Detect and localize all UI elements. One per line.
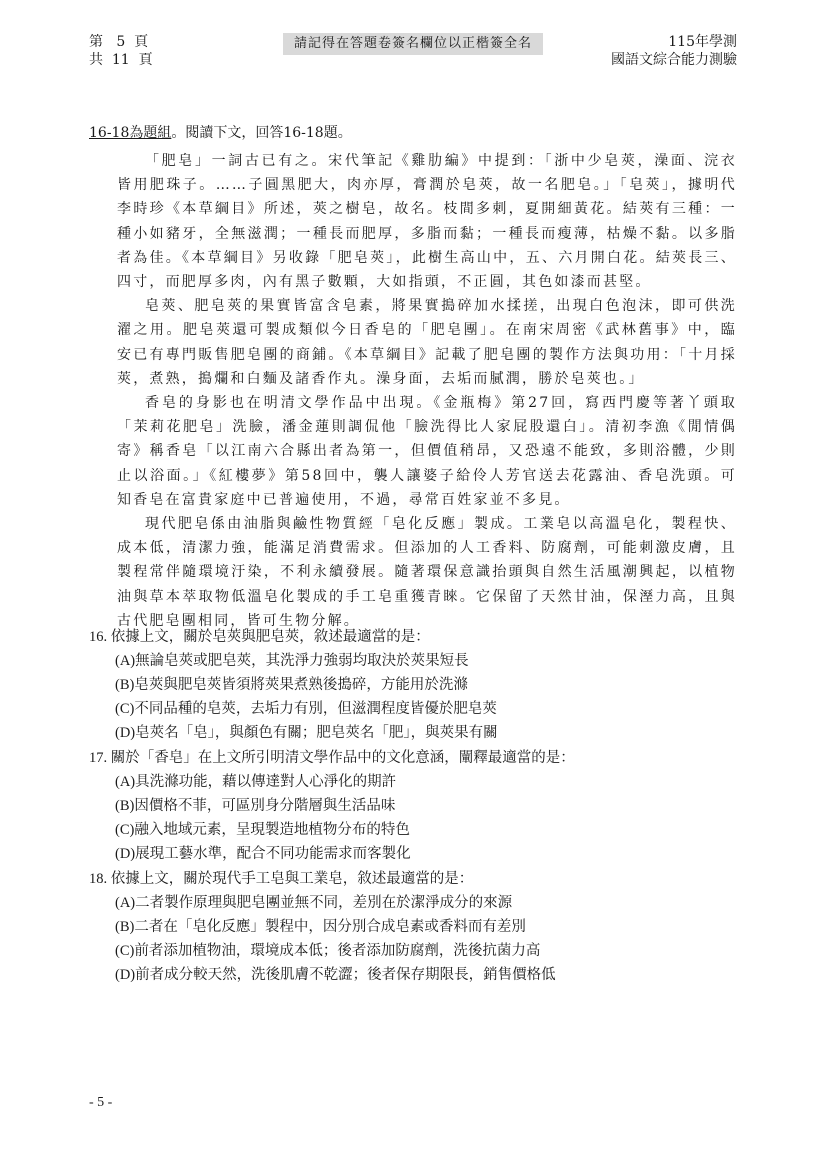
question-16 [89,625,739,745]
question-list [89,625,739,987]
passage-paragraph: 現代肥皂係由油脂與鹼性物質經「皂化反應」製成。工業皂以高溫皂化，製程快、成本低，清潔力強，能滿足消費需求。但添加的人工香料、防腐劑，可能刺激皮膚，且製程常伴隨環境汙染，不利永續發展。隨著環保意識抬頭與自然生活風潮興起，以植物油與草本萃取物低溫皂化製成的手工皂重獲青睞。它保留了天然甘油，保溼力高，且與古代肥皂團相同，皆可生物分解。 [117,516,737,629]
question-group-intro [89,123,352,143]
passage-paragraph: 香皂的身影也在明清文學作品中出現。《金瓶梅》第27回，寫西門慶等著丫頭取「茉莉花肥皂」洗臉，潘金蓮則調侃他「臉洗得比人家屁股還白」。清初李漁《閒情偶寄》稱香皂「以江南六合縣出者為第一，但價值稍昂，又恐遠不能致，多則浴體，少則止以浴面。」《紅樓夢》第58回中，襲人讓婆子給伶人芳官送去花露油、香皂洗頭。可知香皂在富貴家庭中已普遍使用，不過，尋常百姓家並不多見。 [117,395,737,508]
page-footer-number: - 5 - [89,1095,113,1110]
option-a: (A)無論皂莢或肥皂莢，其洗淨力強弱均取決於莢果短長 [115,653,469,669]
option-d: (D)皂莢名「皂」，與顏色有關；肥皂莢名「肥」，與莢果有關 [115,725,498,741]
page-info [89,33,153,69]
option-a: (A)二者製作原理與肥皂團並無不同，差別在於潔淨成分的來源 [115,895,513,911]
question-stem: 16. 依據上文，關於皂莢與肥皂莢，敘述最適當的是： [89,629,430,645]
question-stem: 18. 依據上文，關於現代手工皂與工業皂，敘述最適當的是： [89,871,474,887]
option-b: (B)二者在「皂化反應」製程中，因分別合成皂素或香料而有差別 [115,919,526,935]
total-pages-line: 共 11 頁 [89,52,153,68]
option-c: (C)融入地域元素，呈現製造地植物分布的特色 [115,822,410,838]
passage-paragraph: 「肥皂」一詞古已有之。宋代筆記《雞肋編》中提到：「浙中少皂莢，澡面、浣衣皆用肥珠子。……子圓黑肥大，肉亦厚，膏潤於皂莢，故一名肥皂。」「皂莢」，據明代李時珍《本草綱目》所述，莢之樹皂，故名。枝間多刺，夏開細黃花。結莢有三種：一種小如豬牙，全無滋潤；一種長而肥厚，多脂而黏；一種長而瘦薄，枯燥不黏。以多脂者為佳。《本草綱目》另收錄「肥皂莢」，此樹生高山中，五、六月開白花。結莢長三、四寸，而肥厚多肉，內有黑子數顆，大如指頭，不正圓，其色如漆而甚堅。 [117,153,737,291]
option-a: (A)具洗滌功能，藉以傳達對人心淨化的期許 [115,774,397,790]
passage-paragraph: 皂莢、肥皂莢的果實皆富含皂素，將果實搗碎加水揉搓，出現白色泡沫，即可供洗濯之用。肥皂莢還可製成類似今日香皂的「肥皂團」。在南宋周密《武林舊事》中，臨安已有專門販售肥皂團的商鋪。《本草綱目》記載了肥皂團的製作方法與功用：「十月採莢，煮熟，搗爛和白麵及諸香作丸。澡身面，去垢而膩潤，勝於皂莢也。」 [117,298,737,387]
question-group-label: 16-18為題組 [89,125,172,141]
option-c: (C)不同品種的皂莢，去垢力有別，但滋潤程度皆優於肥皂莢 [115,701,497,717]
option-d: (D)展現工藝水準，配合不同功能需求而客製化 [115,846,411,862]
option-c: (C)前者添加植物油，環境成本低；後者添加防腐劑，洗後抗菌力高 [115,943,541,959]
question-17 [89,746,739,866]
option-d: (D)前者成分較天然，洗後肌膚不乾澀；後者保存期限長，銷售價格低 [115,967,556,983]
question-18 [89,867,739,987]
page-number-line: 第 5 頁 [89,34,149,50]
exam-subject: 國語文綜合能力測驗 [611,52,737,68]
question-group-instruction: 。閱讀下文，回答16-18題。 [171,125,352,141]
question-stem: 17. 關於「香皂」在上文所引明清文學作品中的文化意涵，闡釋最適當的是： [89,750,575,766]
option-b: (B)皂莢與肥皂莢皆須將莢果煮熟後搗碎，方能用於洗滌 [115,677,468,693]
exam-year: 115年學測 [668,34,737,50]
reading-passage [117,149,737,633]
signature-notice: 請記得在答題卷簽名欄位以正楷簽全名 [283,33,543,55]
exam-info [611,33,737,69]
option-b: (B)因價格不菲，可區別身分階層與生活品味 [115,798,396,814]
